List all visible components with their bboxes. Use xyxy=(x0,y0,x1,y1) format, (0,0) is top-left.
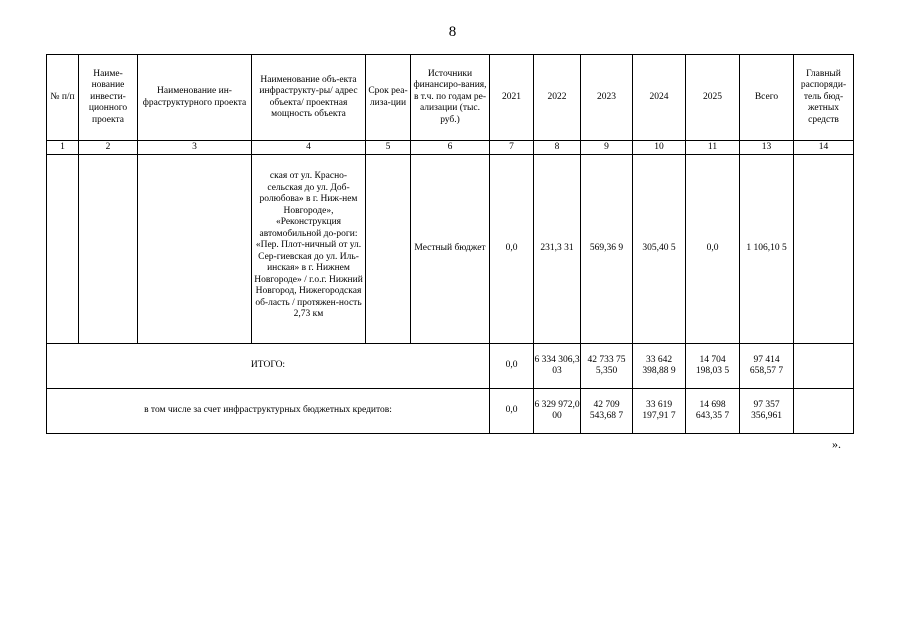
column-number: 11 xyxy=(686,141,740,155)
budget-table xyxy=(46,54,854,434)
column-number: 13 xyxy=(740,141,794,155)
table-row xyxy=(47,155,854,344)
credit-row xyxy=(47,389,854,434)
value-2025: 0,0 xyxy=(686,155,740,344)
header-cell: 2025 xyxy=(686,55,740,141)
header-cell: 2021 xyxy=(490,55,534,141)
empty-cell xyxy=(366,155,411,344)
column-number: 5 xyxy=(366,141,411,155)
credit-2021: 0,0 xyxy=(490,389,534,434)
total-all: 97 414 658,57 7 xyxy=(740,344,794,389)
header-cell: Наименование объ-екта инфраструкту-ры/ адрес объекта/ проектная мощность объекта xyxy=(252,55,366,141)
value-2022: 231,3 31 xyxy=(534,155,581,344)
total-2023: 42 733 75 5,350 xyxy=(581,344,633,389)
header-cell: Срок реа-лиза-ции xyxy=(366,55,411,141)
value-total: 1 106,10 5 xyxy=(740,155,794,344)
empty-cell xyxy=(794,344,854,389)
credit-2023: 42 709 543,68 7 xyxy=(581,389,633,434)
header-cell: 2023 xyxy=(581,55,633,141)
header-cell: 2022 xyxy=(534,55,581,141)
header-cell: № п/п xyxy=(47,55,79,141)
empty-cell xyxy=(79,155,138,344)
value-2021: 0,0 xyxy=(490,155,534,344)
page-number: 8 xyxy=(448,24,457,40)
header-cell: Наиме-нование инвести-ционного проекта xyxy=(79,55,138,141)
credit-label: в том числе за счет инфраструктурных бюджетных кредитов: xyxy=(47,389,490,434)
credit-2025: 14 698 643,35 7 xyxy=(686,389,740,434)
value-2023: 569,36 9 xyxy=(581,155,633,344)
value-2024: 305,40 5 xyxy=(633,155,686,344)
header-cell: Всего xyxy=(740,55,794,141)
column-number-row xyxy=(47,141,854,155)
header-cell: 2024 xyxy=(633,55,686,141)
total-2025: 14 704 198,03 5 xyxy=(686,344,740,389)
column-number: 7 xyxy=(490,141,534,155)
header-row xyxy=(47,55,854,141)
column-number: 2 xyxy=(79,141,138,155)
empty-cell xyxy=(138,155,252,344)
column-number: 1 xyxy=(47,141,79,155)
column-number: 14 xyxy=(794,141,854,155)
column-number: 4 xyxy=(252,141,366,155)
funding-source-cell: Местный бюджет xyxy=(411,155,490,344)
empty-cell xyxy=(794,389,854,434)
total-2021: 0,0 xyxy=(490,344,534,389)
credit-total: 97 357 356,961 xyxy=(740,389,794,434)
total-row xyxy=(47,344,854,389)
object-description: ская от ул. Красно-сельская до ул. Доб-ролюбова» в г. Ниж-нем Новгороде», «Реконструкция автомобильной до-роги: «Пер. Плот-ничный от ул. Сер-гиевская до ул. Иль-инская» в г. Нижнем Новгороде» / г.о.г. Нижний Новгород, Нижегородская об-ласть / протяжен-ность 2,73 км xyxy=(254,171,363,320)
total-label: ИТОГО: xyxy=(47,344,490,389)
header-cell: Наименование ин-фраструктурного проекта xyxy=(138,55,252,141)
object-description-cell xyxy=(252,155,366,344)
total-2024: 33 642 398,88 9 xyxy=(633,344,686,389)
header-cell: Главный распоряди-тель бюд-жетных средств xyxy=(794,55,854,141)
column-number: 9 xyxy=(581,141,633,155)
column-number: 3 xyxy=(138,141,252,155)
header-cell: Источники финансиро-вания, в т.ч. по годам ре-ализации (тыс. руб.) xyxy=(411,55,490,141)
empty-cell xyxy=(794,155,854,344)
credit-2024: 33 619 197,91 7 xyxy=(633,389,686,434)
credit-2022: 6 329 972,0 00 xyxy=(534,389,581,434)
empty-cell xyxy=(47,155,79,344)
total-2022: 6 334 306,3 03 xyxy=(534,344,581,389)
column-number: 6 xyxy=(411,141,490,155)
closing-quote-mark: ». xyxy=(832,437,841,451)
column-number: 10 xyxy=(633,141,686,155)
column-number: 8 xyxy=(534,141,581,155)
